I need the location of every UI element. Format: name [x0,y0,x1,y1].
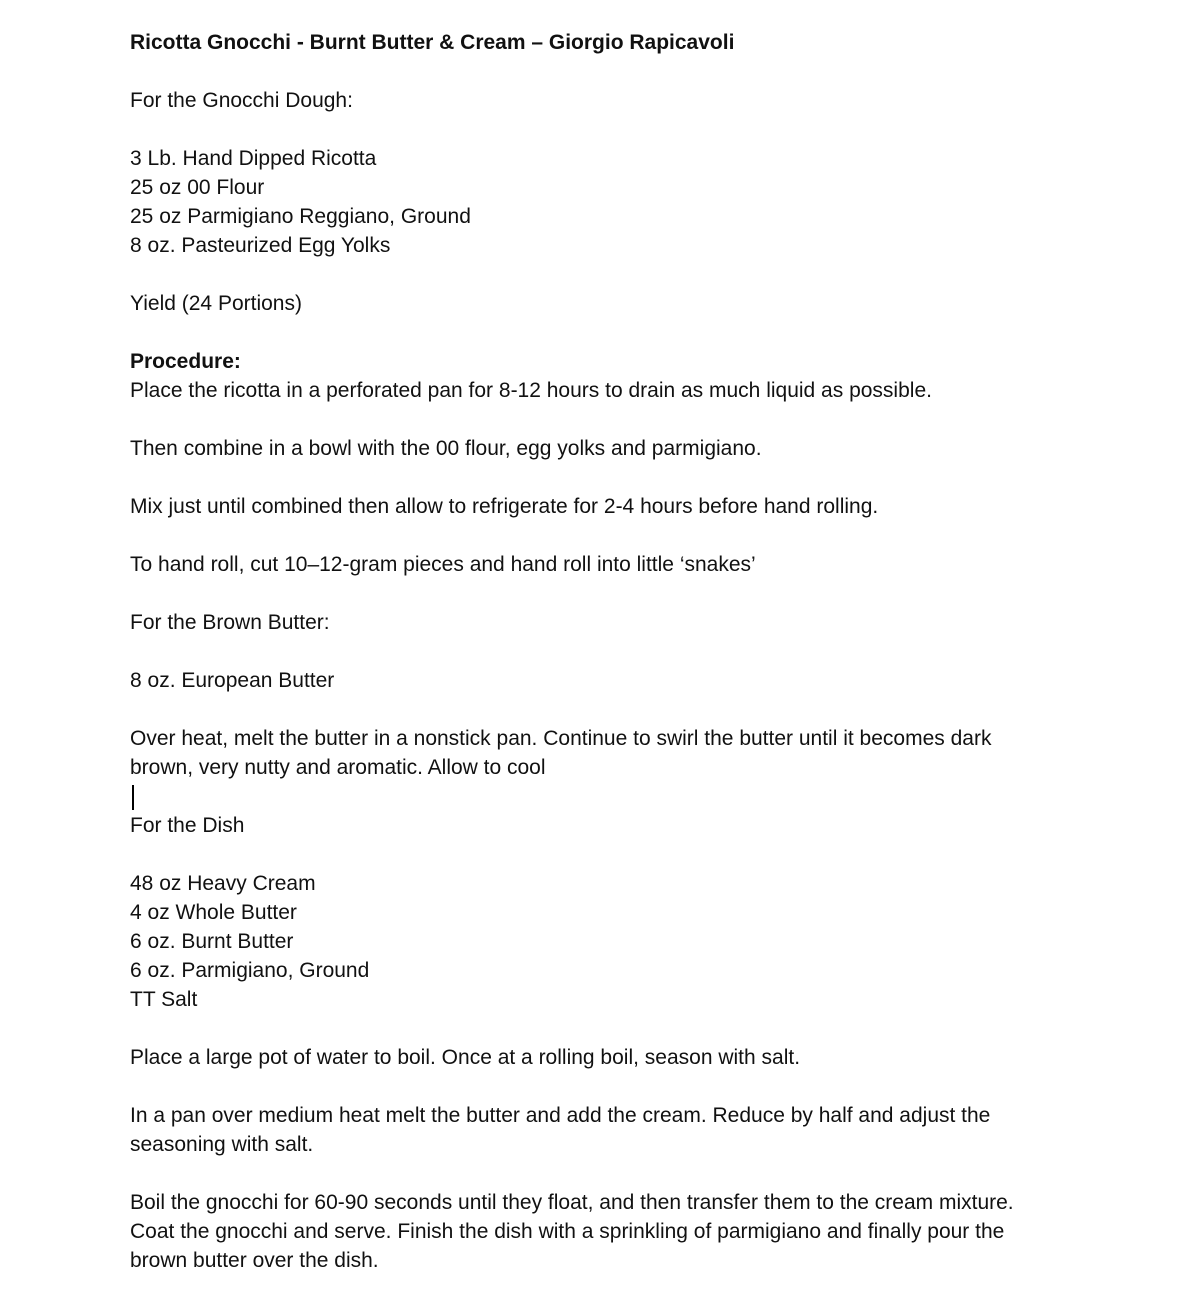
recipe-title: Ricotta Gnocchi - Burnt Butter & Cream – Giorgio Rapicavoli [130,31,735,54]
ingredient-line: 3 Lb. Hand Dipped Ricotta [130,147,377,170]
empty-line[interactable] [130,782,1060,811]
ingredient-line: 6 oz. Burnt Butter [130,930,294,953]
dough-ingredient-list [130,144,1060,260]
dish-step: Boil the gnocchi for 60-90 seconds until they float, and then transfer them to the cream mixture. Coat the gnocchi and serve. Finish the dish with a sprinkling of parmigiano and finally pour the brown butter over the dish. [130,1191,1014,1272]
procedure-step: To hand roll, cut 10–12-gram pieces and hand roll into little ‘snakes’ [130,553,756,576]
dish-step: In a pan over medium heat melt the butter and add the cream. Reduce by half and adjust the seasoning with salt. [130,1104,991,1156]
ingredient-line: 4 oz Whole Butter [130,901,297,924]
yield-text: Yield (24 Portions) [130,292,302,315]
ingredient-line: 25 oz 00 Flour [130,176,265,199]
ingredient-line: 25 oz Parmigiano Reggiano, Ground [130,205,471,228]
dough-heading: For the Gnocchi Dough: [130,89,353,112]
document-body[interactable] [130,28,1060,1275]
brown-butter-step: Over heat, melt the butter in a nonstick pan. Continue to swirl the butter until it becomes dark brown, very nutty and aromatic. Allow to cool [130,727,992,779]
dish-heading: For the Dish [130,814,245,837]
brown-butter-heading: For the Brown Butter: [130,611,330,634]
ingredient-line: TT Salt [130,988,198,1011]
dish-step: Place a large pot of water to boil. Once at a rolling boil, season with salt. [130,1046,801,1069]
procedure-step: Mix just until combined then allow to refrigerate for 2-4 hours before hand rolling. [130,495,879,518]
brown-butter-ingredient: 8 oz. European Butter [130,669,335,692]
dish-ingredient-list [130,869,1060,1014]
ingredient-line: 6 oz. Parmigiano, Ground [130,959,370,982]
procedure-heading: Procedure: [130,350,241,373]
procedure-step: Place the ricotta in a perforated pan for 8-12 hours to drain as much liquid as possible. [130,379,932,402]
procedure-step: Then combine in a bowl with the 00 flour, egg yolks and parmigiano. [130,437,762,460]
ingredient-line: 8 oz. Pasteurized Egg Yolks [130,234,391,257]
text-cursor [132,785,134,810]
ingredient-line: 48 oz Heavy Cream [130,872,316,895]
